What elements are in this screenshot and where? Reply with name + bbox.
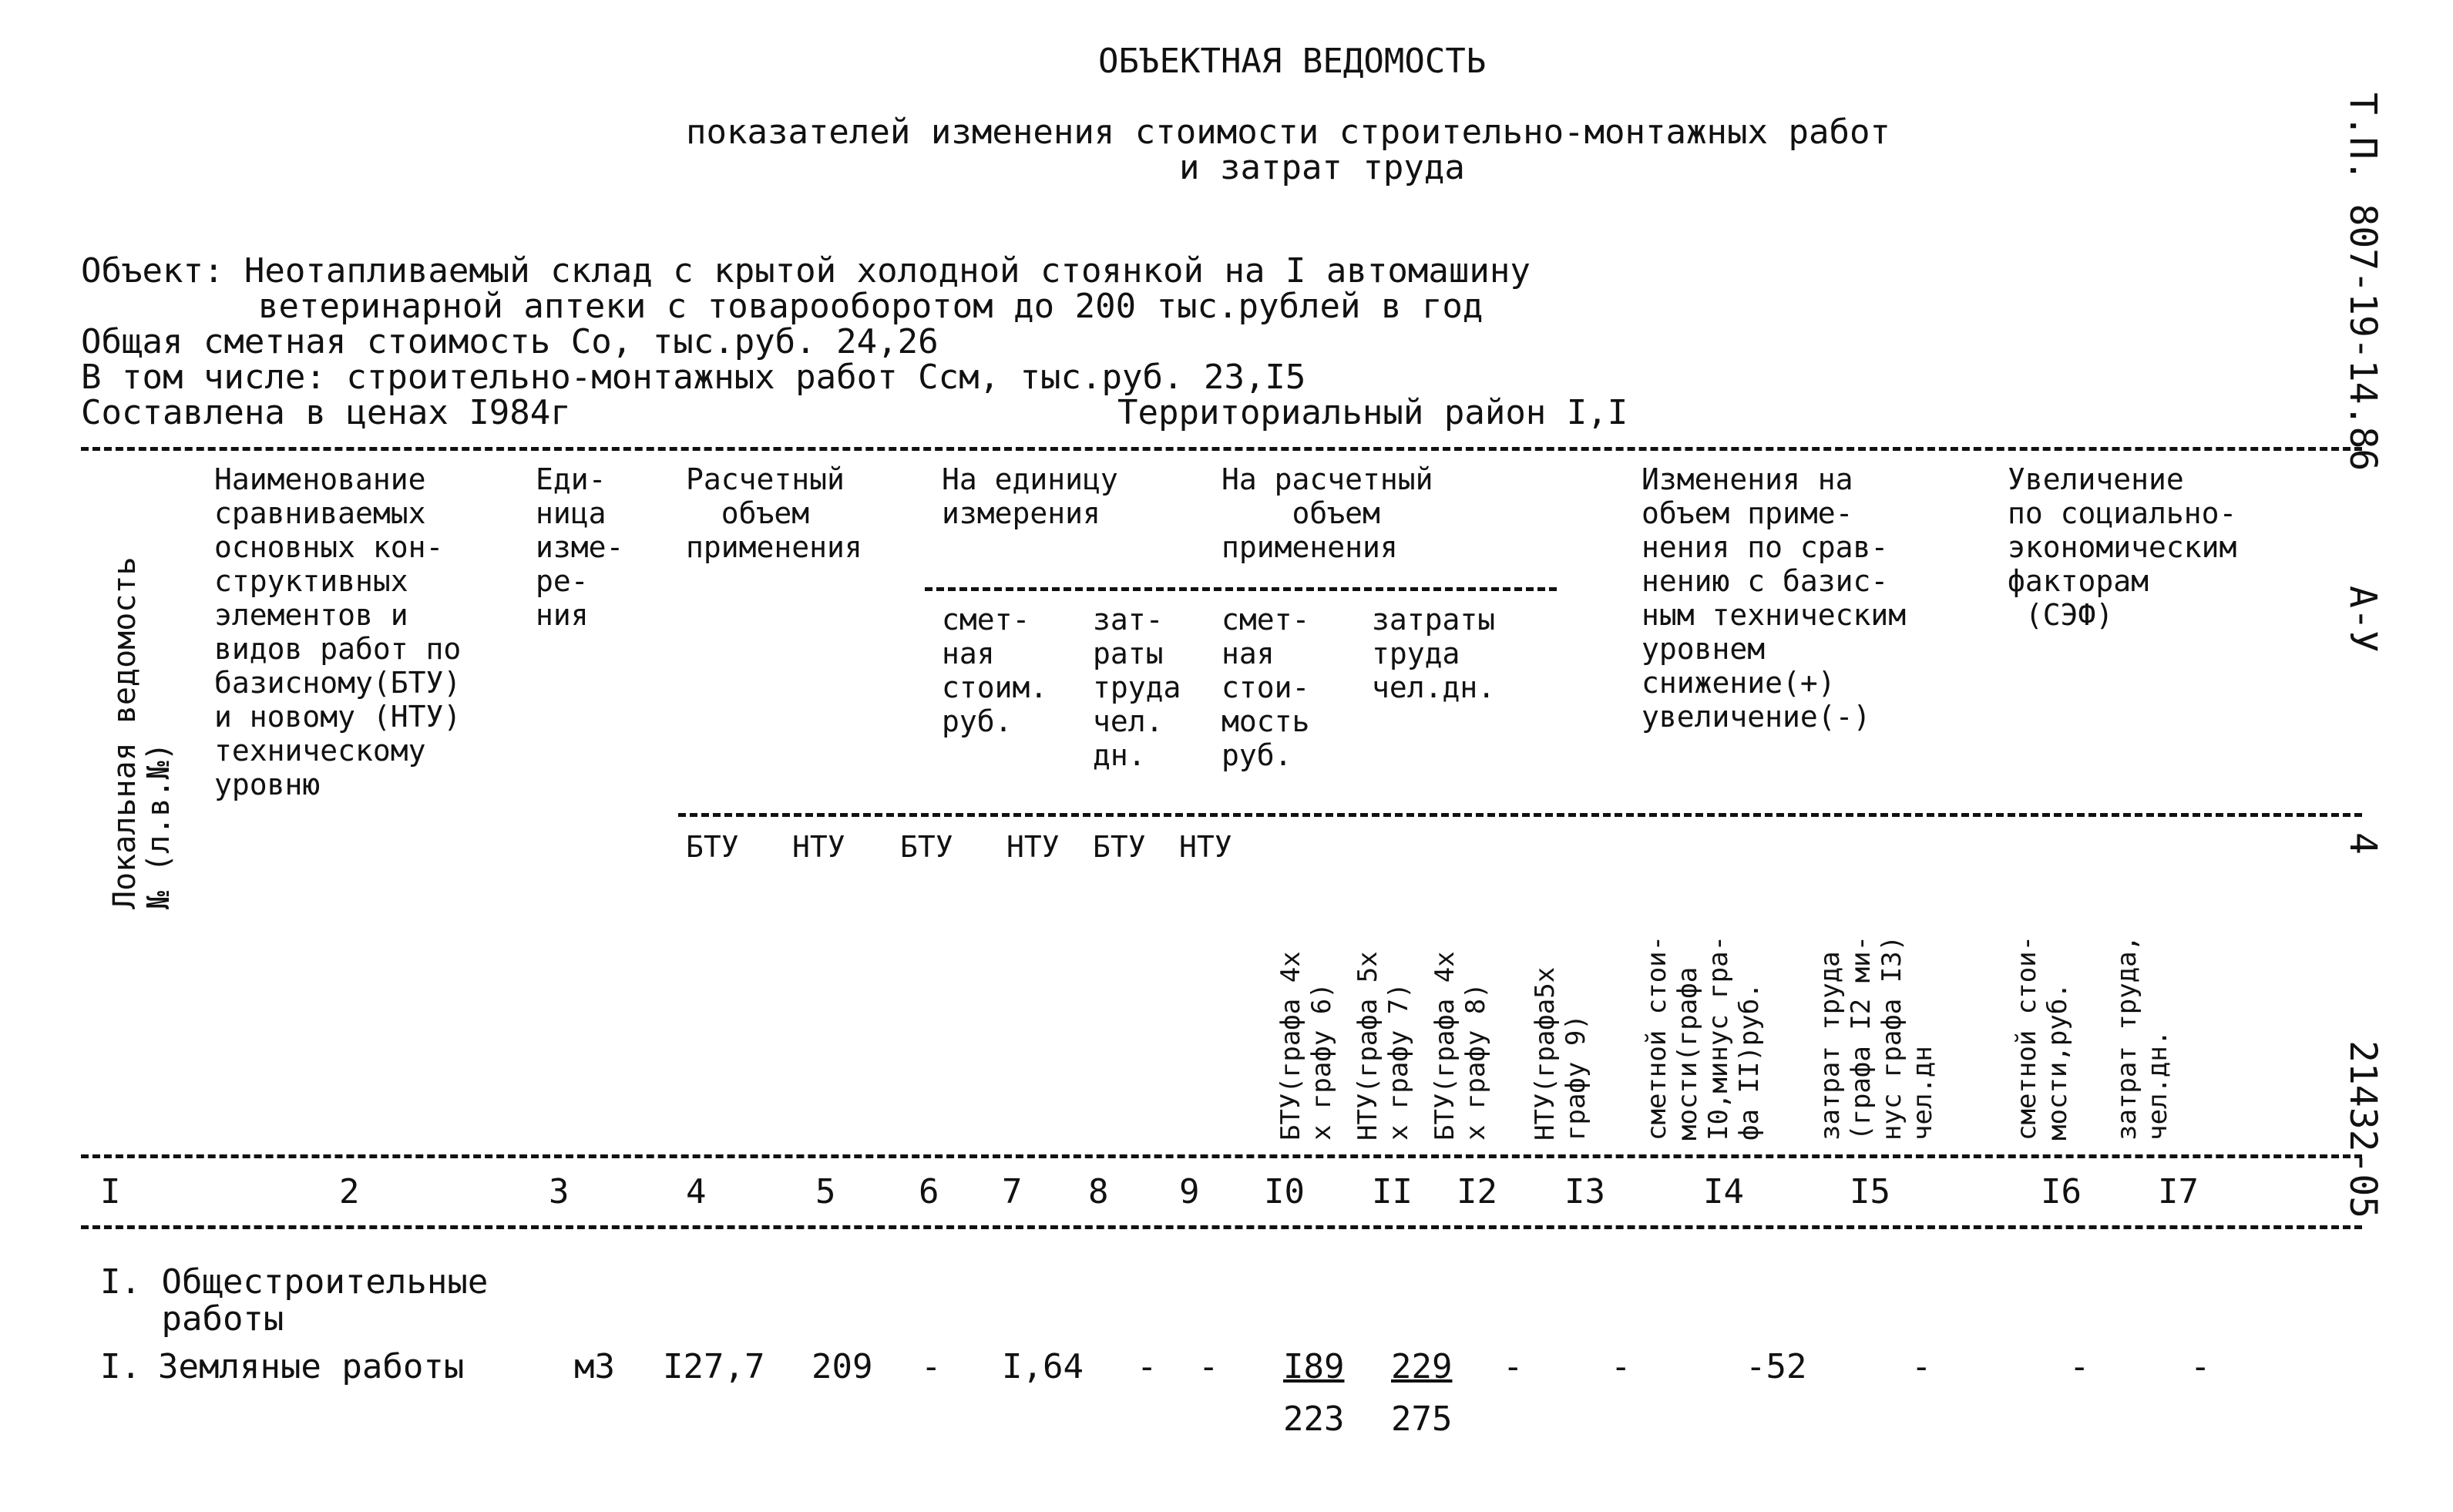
label-ntu-7: НТУ [1006,830,1060,864]
row-c15: - [1911,1347,1932,1386]
col16-header: сметной стои- мости,руб. [2011,935,2073,1141]
col-unit-cost: смет- ная стоим. руб. [942,603,1048,738]
row-unit: м3 [574,1347,615,1386]
colnum-15: I5 [1850,1172,1890,1211]
document-title: ОБЪЕКТНАЯ ВЕДОМОСТЬ [1098,42,1487,81]
colnum-9: 9 [1179,1172,1200,1211]
label-ntu-9: НТУ [1179,830,1232,864]
col-change-header: Изменения на объем приме- нения по срав- нению с базис- ным техническим уровнем снижение(+) увеличение(-) [1641,462,1907,734]
col-name-header: Наименование сравниваемых основных кон- структивных элементов и видов работ по базисному(БТУ) и новому (НТУ) техническому уровню [214,462,462,801]
col11-header: НТУ(графа 5х х графу 7) [1353,951,1414,1141]
row-c14: -52 [1746,1347,1807,1386]
row-c11-top: 229 [1391,1347,1453,1386]
side-code: Т.П. 807-19-14.86 [2341,92,2384,472]
col17-header: затрат труда, чел.дн. [2112,935,2173,1141]
rule-numbers-top [81,1154,2362,1158]
colnum-3: 3 [549,1172,570,1211]
row-c9: - [1198,1347,1219,1386]
row-c10-top: I89 [1283,1347,1345,1386]
colnum-12: I2 [1457,1172,1497,1211]
colnum-16: I6 [2041,1172,2082,1211]
row-number: I. [100,1347,141,1386]
col-sef-header: Увеличение по социально- экономическим факторам (СЭФ) [2008,462,2237,632]
row-c10-bottom: 223 [1283,1399,1345,1439]
label-ntu-5: НТУ [792,830,845,864]
colnum-14: I4 [1703,1172,1744,1211]
col-volume-header: Расчетный объем применения [686,462,862,564]
col-local-statement: Локальная ведомость № (л.в.№) [107,556,176,909]
side-sheet: 4 [2341,832,2384,855]
colnum-6: 6 [919,1172,939,1211]
row-c7: I,64 [1002,1347,1084,1386]
col-unit-labor: зат- раты труда чел. дн. [1093,603,1181,772]
side-number: 21432-05 [2341,1040,2384,1219]
object-line-2: ветеринарной аптеки с товарооборотом до 200 тыс.рублей в год [258,287,1484,326]
section-heading: I. Общестроительные работы [100,1262,489,1339]
row-c17: - [2190,1347,2211,1386]
row-c12: - [1503,1347,1524,1386]
col-per-unit-header: На единицу измерения [942,462,1118,530]
row-c6: - [921,1347,942,1386]
rule-numbers-bottom [81,1225,2362,1229]
row-name: Земляные работы [158,1347,465,1386]
row-c16: - [2069,1347,2090,1386]
col-vol-cost: смет- ная стои- мость руб. [1221,603,1310,772]
smr-cost-line: В том числе: строительно-монтажных работ Ссм, тыс.руб. 23,I5 [81,358,1306,397]
col-unit-header: Еди- ница изме- ре- ния [536,462,624,632]
col10-header: БТУ(графа 4х х графу 6) [1275,951,1337,1141]
row-c4: I27,7 [663,1347,765,1386]
col15-header: затрат труда (графа I2 ми- нус графа I3) чел.дн [1815,935,1938,1141]
col14-header: сметной стои- мости(графа I0,минус гра- фа II)руб. [1641,935,1765,1141]
colnum-4: 4 [686,1172,707,1211]
colnum-8: 8 [1088,1172,1109,1211]
region-line: Территориальный район I,I [1117,393,1628,432]
col-vol-labor: затраты труда чел.дн. [1372,603,1496,704]
label-btu-4: БТУ [686,830,739,864]
rule-subheader [925,587,1557,591]
col13-header: НТУ(графа5х графу 9) [1530,966,1591,1141]
colnum-7: 7 [1002,1172,1023,1211]
document-subtitle-line2: и затрат труда [1179,148,1465,187]
side-album: А-У [2341,586,2384,653]
row-c5: 209 [812,1347,873,1386]
object-line-1: Объект: Неотапливаемый склад с крытой холодной стоянкой на I автомашину [81,251,1531,291]
colnum-13: I3 [1564,1172,1605,1211]
colnum-11: II [1372,1172,1413,1211]
document-subtitle-line1: показателей изменения стоимости строительно-монтажных работ [686,113,1890,152]
colnum-1: I [100,1172,121,1211]
col-per-volume-header: На расчетный объем применения [1221,462,1433,564]
total-cost-line: Общая сметная стоимость Со, тыс.руб. 24,26 [81,322,939,361]
row-c13: - [1611,1347,1631,1386]
row-c8: - [1137,1347,1158,1386]
rule-top [81,447,2362,451]
rule-mid [678,813,2362,817]
colnum-10: I0 [1264,1172,1305,1211]
col12-header: БТУ(графа 4х х графу 8) [1430,951,1491,1141]
prices-line: Составлена в ценах I984г [81,393,571,432]
label-btu-8: БТУ [1093,830,1146,864]
colnum-17: I7 [2158,1172,2199,1211]
colnum-5: 5 [815,1172,836,1211]
label-btu-6: БТУ [900,830,953,864]
row-c11-bottom: 275 [1391,1399,1453,1439]
colnum-2: 2 [339,1172,360,1211]
